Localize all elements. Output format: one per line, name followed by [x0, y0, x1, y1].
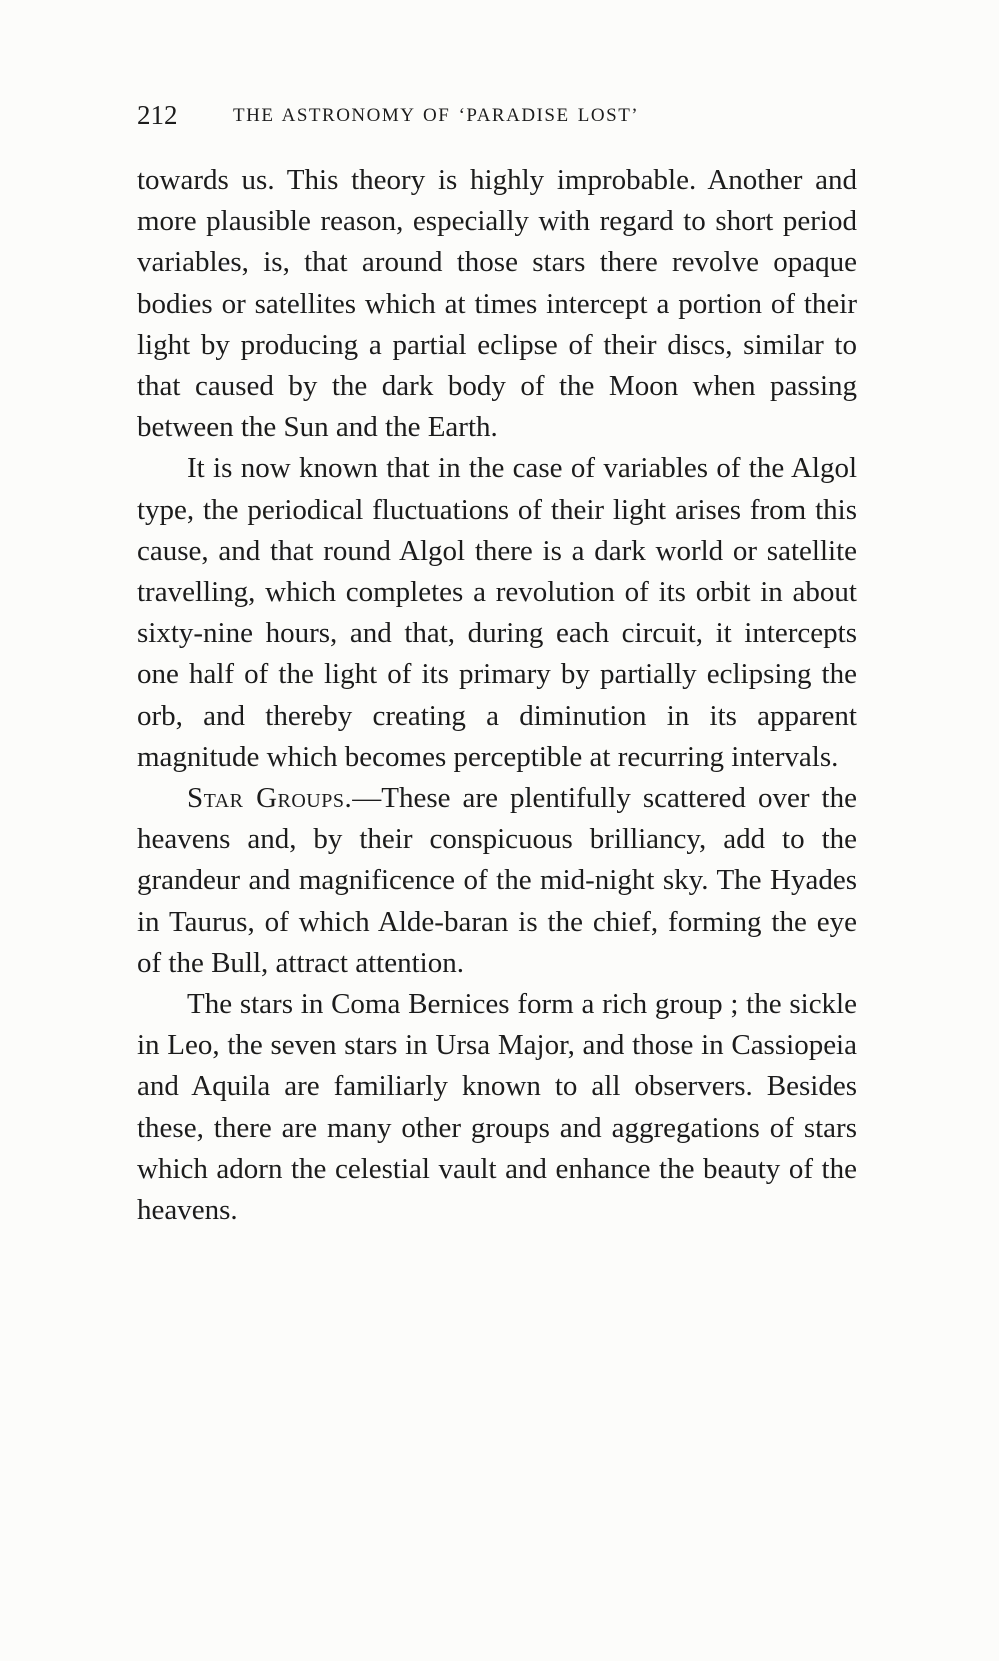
body-text: [137, 160, 857, 1231]
page-number: 212: [137, 100, 178, 130]
paragraph-3: [137, 778, 857, 984]
paragraph-2: It is now known that in the case of variables of the Algol type, the periodical fluctuations of their light arises from this cause, and that round Algol there is a dark world or satellite travelling, which completes a revolution of its orbit in about sixty-nine hours, and that, during each circuit, it intercepts one half of the light of its primary by partially eclipsing the orb, and thereby creating a diminution in its apparent magnitude which becomes perceptible at recurring intervals.: [137, 452, 857, 773]
paragraph-1: towards us. This theory is highly improbable. Another and more plausible reason, especially with regard to short period variables, is, that around those stars there revolve opaque bodies or satellites which at times intercept a portion of their light by producing a partial eclipse of their discs, similar to that caused by the dark body of the Moon when passing between the Sun and the Earth.: [137, 164, 857, 444]
section-heading-star-groups: Star Groups.: [187, 782, 353, 815]
running-title: THE ASTRONOMY OF ‘PARADISE LOST’: [233, 105, 640, 126]
paragraph-3-text: —These are plentifully scattered over the heavens and, by their conspicuous brilliancy, add to the grandeur and magnificence of the mid-night sky. The Hyades in Taurus, of which Alde-baran is the chief, forming the eye of the Bull, attract attention.: [137, 782, 857, 979]
running-head: [137, 98, 857, 132]
paragraph-4: The stars in Coma Bernices form a rich group ; the sickle in Leo, the seven stars in Ursa Major, and those in Cassiopeia and Aquila are familiarly known to all observers. Besides these, there are many other groups and aggregations of stars which adorn the celestial vault and enhance the beauty of the heavens.: [137, 988, 857, 1227]
book-page: [137, 0, 857, 1661]
